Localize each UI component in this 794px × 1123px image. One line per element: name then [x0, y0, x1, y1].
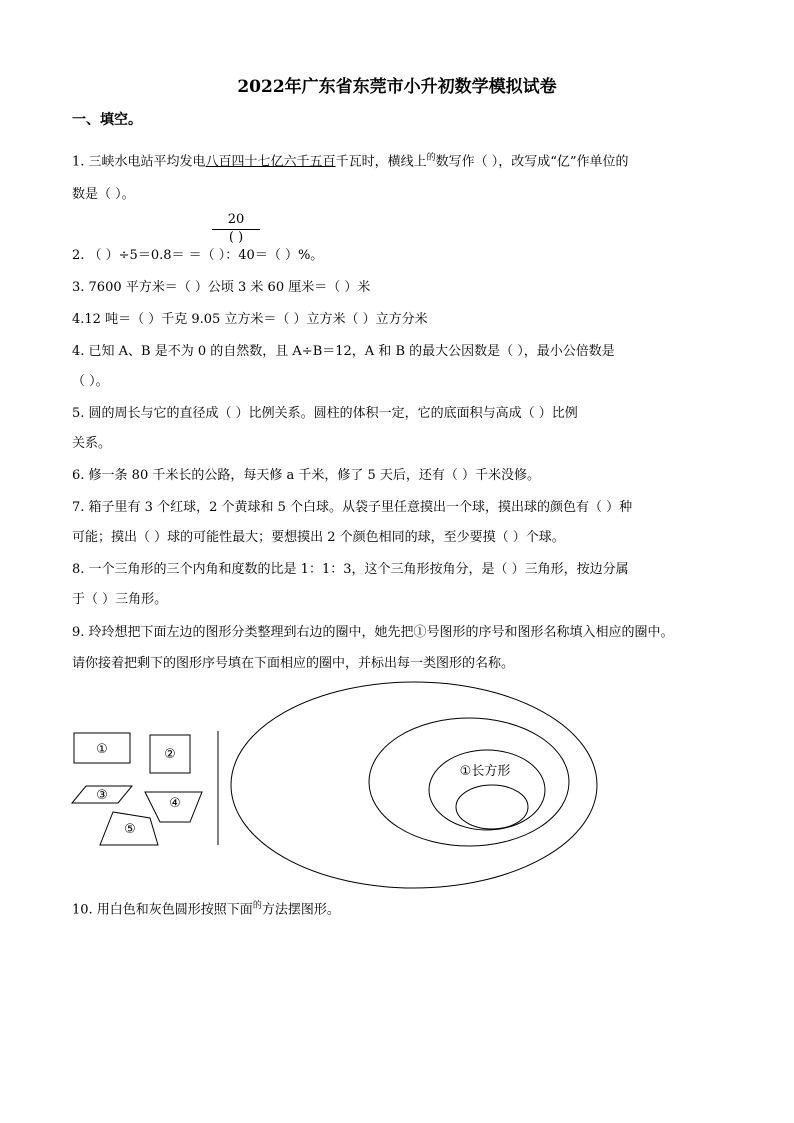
section-heading: 一、填空。 [72, 112, 142, 128]
question-5-line-1: 5. 圆的周长与它的直径成（ ）比例关系。圆柱的体积一定，它的底面积与高成（ ）比例 [72, 406, 578, 421]
question-8-line-1: 8. 一个三角形的三个内角和度数的比是 1：1：3，这个三角形按角分，是（ ）三角形，按边分属 [72, 562, 629, 577]
question-2: 2. （ ）÷5＝0.8＝ ＝（ ）：40＝（ ）%。 [72, 248, 324, 263]
q2-fraction-numerator: 20 [227, 212, 245, 227]
q10-text-b: 方法摆图形。 [261, 902, 340, 918]
question-1-line-2: 数是（ ）。 [72, 187, 135, 202]
q1-underlined-number: 八百四十七亿六千五百 [205, 154, 336, 170]
shape-3-label: ③ [96, 788, 108, 803]
question-8-line-2: 于（ ）三角形。 [72, 592, 168, 607]
inner-ellipse [429, 750, 545, 830]
question-4-line-2: （ ）。 [72, 374, 109, 389]
question-10 [72, 898, 340, 917]
q1-text-b: 千瓦时，横线上 [335, 154, 427, 170]
shape-1-label: ① [96, 742, 108, 757]
q1-superscript: 的 [426, 153, 436, 163]
shape-5-label: ⑤ [124, 822, 136, 837]
q10-superscript: 的 [252, 901, 262, 911]
shape-4-label: ④ [169, 796, 181, 811]
question-5-line-2: 关系。 [72, 436, 112, 451]
q1-text-a: 1. 三峡水电站平均发电 [72, 154, 206, 170]
page-title: 2022年广东省东莞市小升初数学模拟试卷 [237, 77, 557, 97]
question-7-line-2: 可能；摸出（ ）球的可能性最大；要想摸出 2 个颜色相同的球，至少要摸（ ）个球。 [72, 530, 565, 545]
question-7-line-1: 7. 箱子里有 3 个红球，2 个黄球和 5 个白球。从袋子里任意摸出一个球，摸出球的颜色有（ ）种 [72, 500, 633, 515]
question-3-line-1: 3. 7600 平方米＝（ ）公顷 3 米 60 厘米＝（ ）米 [72, 280, 371, 295]
middle-ellipse [369, 718, 569, 846]
question-9-line-1: 9. 玲玲想把下面左边的图形分类整理到右边的圈中，她先把①号图形的序号和图形名称填入相应的圈中。 [72, 625, 674, 640]
outer-ellipse [231, 682, 597, 888]
question-9-line-2: 请你接着把剩下的图形序号填在下面相应的圈中，并标出每一类图形的名称。 [72, 656, 515, 671]
question-4-line-1: 4. 已知 A、B 是不为 0 的自然数，且 A÷B＝12，A 和 B 的最大公因数是（ ），最小公倍数是 [72, 344, 615, 359]
shape-2-label: ② [164, 747, 176, 762]
question-6: 6. 修一条 80 千米长的公路，每天修 a 千米，修了 5 天后，还有（ ）千米没修。 [72, 468, 541, 483]
innermost-ellipse [456, 785, 528, 829]
circle-label-rectangle: ①长方形 [459, 764, 511, 779]
q2-fraction-denominator: ( ) [228, 230, 244, 245]
q1-text-c: 数写作（ ），改写成“亿”作单位的 [435, 154, 629, 170]
question-3-line-2: 4.12 吨＝（ ）千克 9.05 立方米＝（ ）立方米（ ）立方分米 [72, 312, 428, 327]
q10-text-a: 10. 用白色和灰色圆形按照下面 [72, 902, 253, 918]
